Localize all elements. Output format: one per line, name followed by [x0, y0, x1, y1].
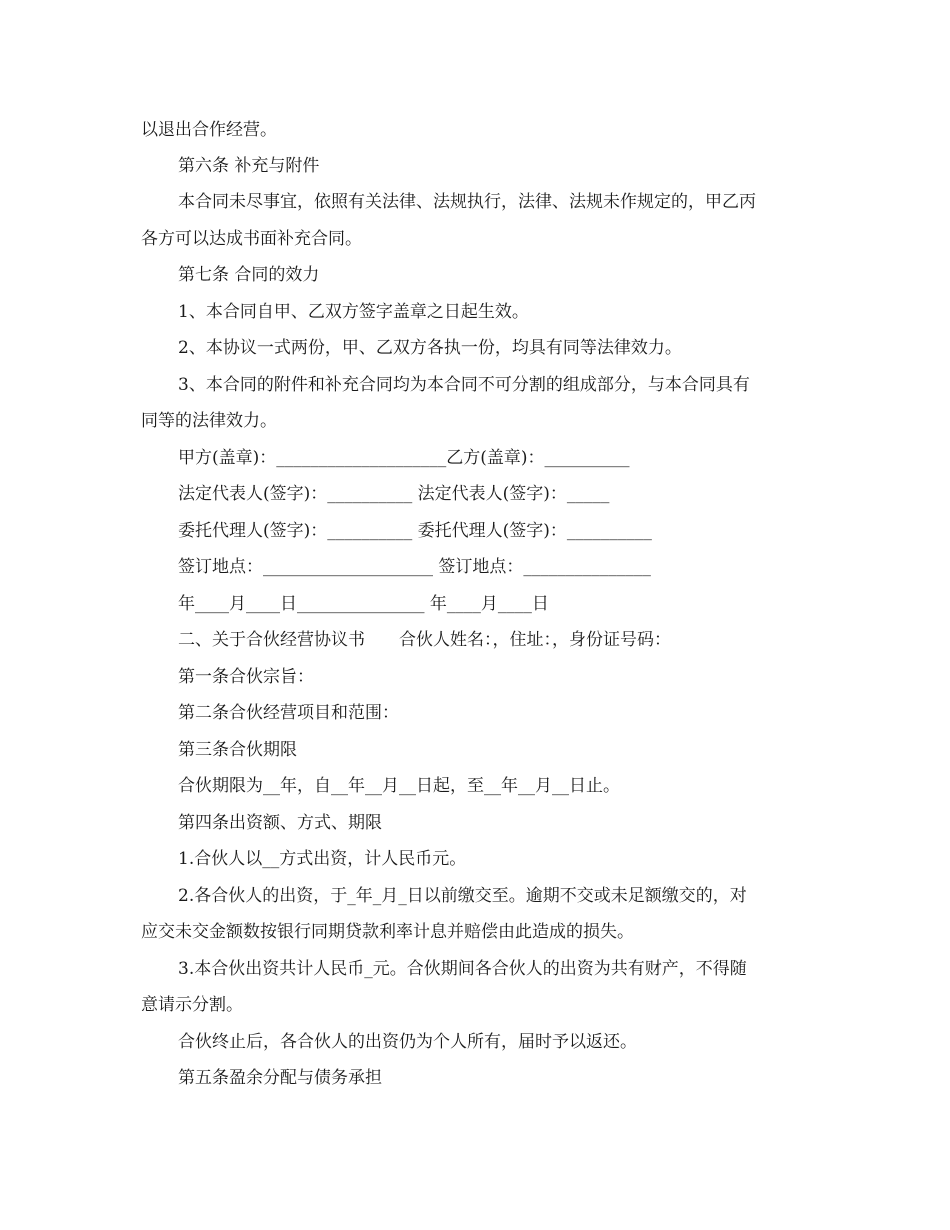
text-line: 3、本合同的附件和补充合同均为本合同不可分割的组成部分，与本合同具有 [178, 375, 750, 395]
text-line: 本合同未尽事宜，依照有关法律、法规执行，法律、法规未作规定的，甲乙丙 [178, 192, 756, 212]
section-heading: 第六条 补充与附件 [178, 156, 320, 176]
text-line: 2、本协议一式两份，甲、乙双方各执一份，均具有同等法律效力。 [178, 338, 682, 358]
signature-line: 签订地点：____________________ 签订地点：_______________ [178, 557, 651, 577]
section-heading: 二、关于合伙经营协议书 合伙人姓名：，住址：，身份证号码： [178, 630, 671, 650]
section-heading: 第七条 合同的效力 [178, 265, 320, 285]
text-line: 意请示分割。 [141, 995, 243, 1015]
article-heading: 第一条合伙宗旨： [178, 667, 314, 687]
text-line: 合伙终止后，各合伙人的出资仍为个人所有，届时予以返还。 [178, 1032, 637, 1052]
text-line: 以退出合作经营。 [141, 120, 277, 140]
text-line: 合伙期限为__年，自__年__月__日起，至__年__月__日止。 [178, 776, 620, 796]
text-line: 1、本合同自甲、乙双方签字盖章之日起生效。 [178, 302, 529, 322]
signature-line: 甲方(盖章)：____________________乙方(盖章)：__________ [178, 448, 630, 468]
article-heading: 第五条盈余分配与债务承担 [178, 1068, 382, 1088]
signature-line: 委托代理人(签字)：__________ 委托代理人(签字)：__________ [178, 521, 652, 541]
text-line: 3.本合伙出资共计人民币_元。合伙期间各合伙人的出资为共有财产，不得随 [178, 959, 747, 979]
article-heading: 第二条合伙经营项目和范围： [178, 703, 399, 723]
signature-line: 法定代表人(签字)：__________ 法定代表人(签字)：_____ [178, 484, 610, 504]
date-line: 年____月____日_______________ 年____月____日 [178, 594, 549, 614]
text-line: 2.各合伙人的出资，于_年_月_日以前缴交至。逾期不交或未足额缴交的，对 [178, 886, 747, 906]
text-line: 同等的法律效力。 [141, 411, 277, 431]
text-line: 应交未交金额数按银行同期贷款利率计息并赔偿由此造成的损失。 [141, 922, 634, 942]
text-line: 1.合伙人以__方式出资，计人民币元。 [178, 849, 467, 869]
article-heading: 第四条出资额、方式、期限 [178, 813, 382, 833]
article-heading: 第三条合伙期限 [178, 740, 297, 760]
text-line: 各方可以达成书面补充合同。 [141, 229, 362, 249]
